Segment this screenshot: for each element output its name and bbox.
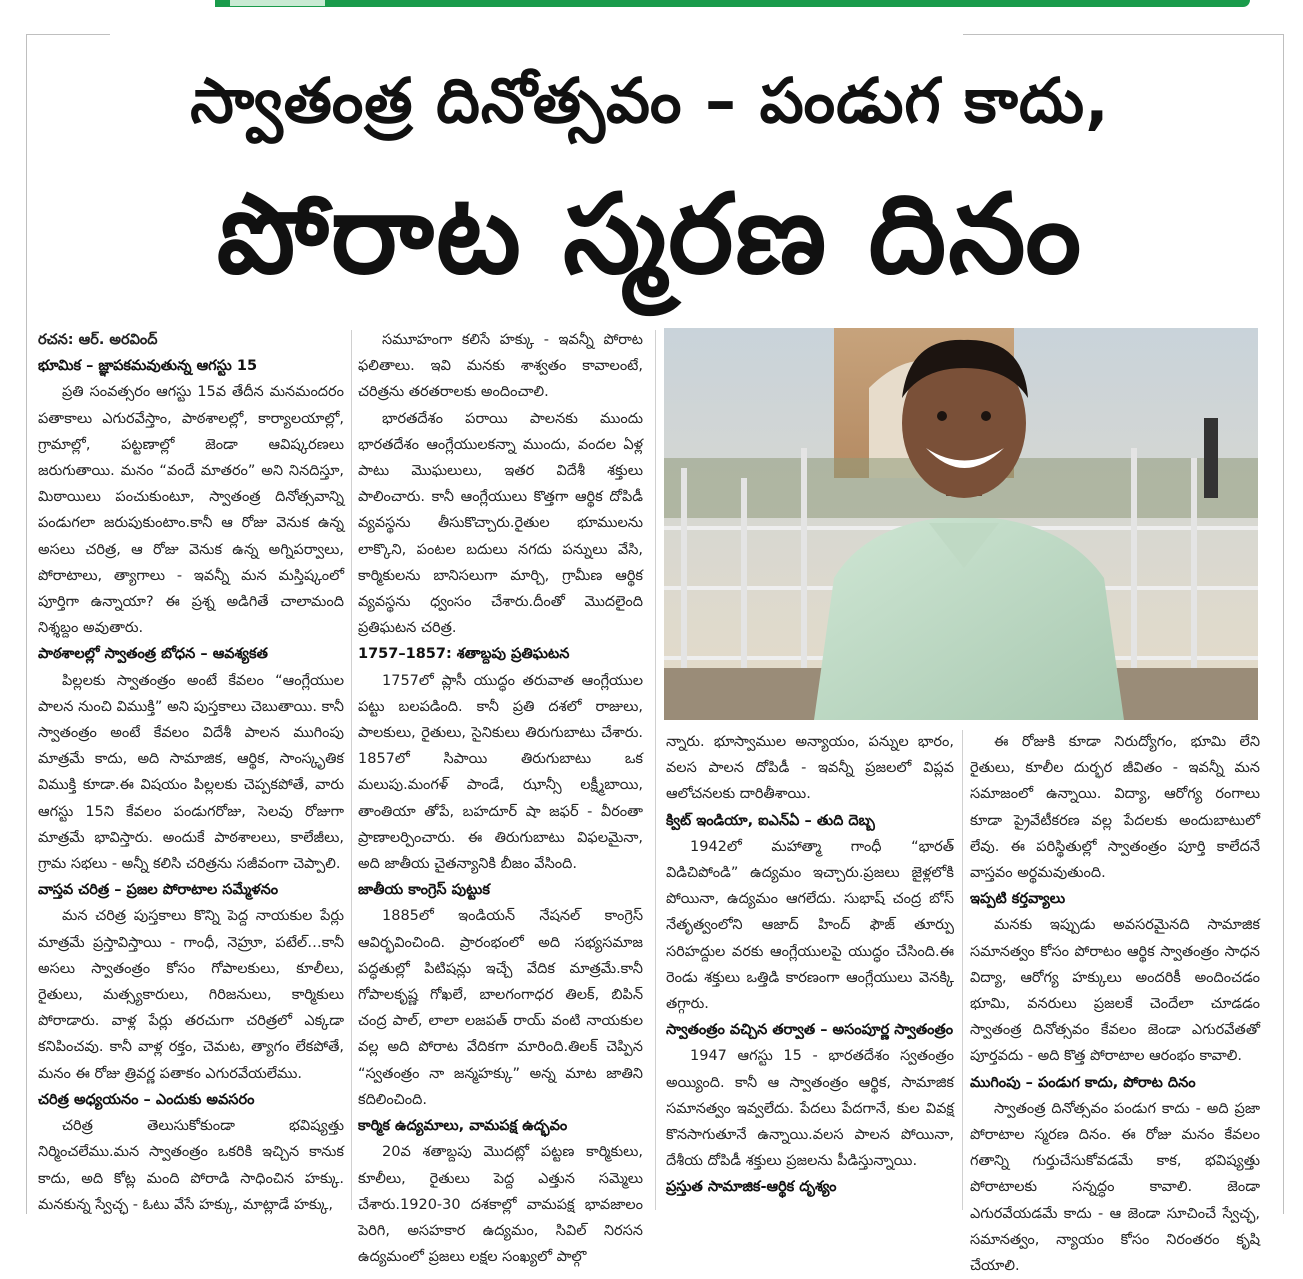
subheading: 1757–1857: శతాబ్దపు ప్రతిఘటన	[358, 646, 570, 663]
paragraph: సమూహంగా కలిసే హక్కు - ఇవన్నీ పోరాట ఫలితాలు. ఇవి మనకు శాశ్వతం కావాలంటే, చరిత్రను తరతరాలకు అందించాలి.	[358, 332, 643, 401]
paragraph: న్నారు. భూస్వాముల అన్యాయం, పన్నుల భారం, వలస పాలన దోపిడీ - ఇవన్నీ ప్రజలలో విప్లవ ఆలోచనలకు దారితీశాయి.	[666, 734, 954, 803]
subheading: కార్మిక ఉద్యమాలు, వామపక్ష ఉద్భవం	[358, 1118, 568, 1135]
frame-right	[1283, 34, 1284, 1214]
subheading: క్విట్ ఇండియా, ఐఎన్‌ఏ – తుది దెబ్బ	[666, 812, 875, 829]
subheading: పాఠశాలల్లో స్వాతంత్ర బోధన – ఆవశ్యకత	[38, 646, 268, 663]
subheading: భూమిక – జ్ఞాపకమవుతున్న ఆగస్టు 15	[38, 358, 258, 375]
subheading: ప్రస్తుత సామాజిక-ఆర్థిక దృశ్యం	[666, 1179, 837, 1196]
column-rule-2	[655, 330, 656, 1210]
paragraph: 1942లో మహాత్మా గాంధీ “భారత్ విడిచిపోండి” ఉద్యమం ఇచ్చారు.ప్రజలు జైళ్లలోకి పోయినా, ఉద్యమం ఆగలేదు. సుభాష్ చంద్ర బోస్ నేతృత్వంలోని ఆజాద్ హింద్ ఫౌజ్ తూర్పు సరిహద్దుల వరకు ఆంగ్లేయులపై యుద్ధం చేసింది.ఈ రెండు శక్తులు ఒత్తిడి కారణంగా ఆంగ్లేయులు వెనక్కి తగ్గారు.	[666, 838, 954, 1013]
subheading: జాతీయ కాంగ్రెస్ పుట్టుక	[358, 882, 490, 899]
paragraph: చరిత్ర తెలుసుకోకుండా భవిష్యత్తు నిర్మించలేము.మన స్వాతంత్రం ఒకరికి ఇచ్చిన కానుక కాదు, అది కోట్ల మంది పోరాడి సాధించిన హక్కు. మనకున్న స్వేచ్ఛ - ఓటు వేసే హక్కు, మాట్లాడే హక్కు,	[38, 1118, 344, 1213]
paragraph: 1757లో ప్లాసీ యుద్ధం తరువాత ఆంగ్లేయుల పట్టు బలపడింది. కానీ ప్రతి దశలో రాజులు, పాలకులు, రైతులు, సైనికులు తిరుగుబాటు చేశారు. 1857లో సిపాయి తిరుగుబాటు ఒక మలుపు.మంగళ్ పాండే, ఝాన్సీ లక్ష్మీబాయి, తాంతియా తోపే, బహదూర్ షా జఫర్ - వీరంతా ప్రాణాలర్పించారు. ఈ తిరుగుబాటు విఫలమైనా, అది జాతీయ చైతన్యానికి బీజం వేసింది.	[358, 672, 643, 873]
headline-line-2: పోరాట స్మరణ దినం	[216, 170, 1084, 298]
paragraph: 1947 ఆగస్టు 15 - భారతదేశం స్వతంత్రం అయ్యింది. కానీ ఆ స్వాతంత్రం ఆర్థిక, సామాజిక సమానత్వం ఇవ్వలేదు. పేదలు పేదగానే, కుల వివక్ష కొనసాగుతూనే ఉన్నాయి.వలస పాలన పోయినా, దేశీయ దోపిడీ శక్తులు ప్రజలను పీడిస్తున్నాయి.	[666, 1048, 954, 1170]
paragraph: మన చరిత్ర పుస్తకాలు కొన్ని పెద్ద నాయకుల పేర్లు మాత్రమే ప్రస్తావిస్తాయి - గాంధీ, నెహ్రూ, పటేల్…కానీ అసలు స్వాతంత్రం కోసం గోపాలకులు, కూలీలు, రైతులు, మత్స్యకారులు, గిరిజనులు, కార్మికులు పోరాడారు. వాళ్ల పేర్లు తరచుగా చరిత్రలో ఎక్కడా కనిపించవు. కానీ వాళ్ల రక్తం, చెమట, త్యాగం లేకపోతే, మనం ఈ రోజు త్రివర్ణ పతాకం ఎగురవేయలేము.	[38, 908, 344, 1082]
top-lightgreen-stripe	[230, 0, 325, 6]
paragraph: భారతదేశం పరాయి పాలనకు ముందు భారతదేశం ఆంగ్లేయులకన్నా ముందు, వందల ఏళ్ల పాటు మొఘలులు, ఇతర విదేశీ శక్తులు పాలించారు. కానీ ఆంగ్లేయులు కొత్తగా ఆర్థిక దోపిడీ వ్యవస్థను తీసుకొచ్చారు.రైతుల భూములను లాక్కొని, పంటల బదులు నగదు పన్నులు వేసి, కార్మికులను బానిసలుగా మార్చి, గ్రామీణ ఆర్థిక వ్యవస్థను ధ్వంసం చేశారు.దీంతో మొదలైంది ప్రతిఘటన చరిత్ర.	[358, 410, 643, 637]
subheading: చరిత్ర అధ్యయనం – ఎందుకు అవసరం	[38, 1091, 255, 1108]
paragraph: మనకు ఇప్పుడు అవసరమైనది సామాజిక సమానత్వం కోసం పోరాటం ఆర్థిక స్వాతంత్రం సాధన విద్యా, ఆరోగ్య హక్కులు అందరికీ అందించడం భూమి, వనరులు ప్రజలకే చెందేలా చూడడం స్వాతంత్ర దినోత్సవం కేవలం జెండా ఎగురవేతతో పూర్తవదు - అది కొత్త పోరాటాల ఆరంభం కావాలి.	[970, 917, 1260, 1065]
paragraph: ఈ రోజుకి కూడా నిరుద్యోగం, భూమి లేని రైతులు, కూలీల దుర్భర జీవితం - ఇవన్నీ మన సమాజంలో ఉన్నాయి. విద్యా, ఆరోగ్య రంగాలు కూడా ప్రైవేటీకరణ వల్ల పేదలకు అందుబాటులో లేవు. ఈ పరిస్థితుల్లో స్వాతంత్రం పూర్తి కాలేదనే వాస్తవం అర్థమవుతుంది.	[970, 734, 1260, 882]
column-rule-1	[351, 330, 352, 1210]
subheading: స్వాతంత్రం వచ్చిన తర్వాత – అసంపూర్ణ స్వాతంత్రం	[666, 1022, 954, 1039]
article-column-4	[970, 729, 1260, 1279]
subheading: వాస్తవ చరిత్ర – ప్రజల పోరాటాల సమ్మేళనం	[38, 882, 279, 899]
paragraph: 20వ శతాబ్దపు మొదట్లో పట్టణ కార్మికులు, కూలీలు, రైతులు పెద్ద ఎత్తున సమ్మెలు చేశారు.1920-30 దశకాల్లో వామపక్ష భావజాలం పెరిగి, అసహకార ఉద్యమం, సివిల్ నిరసన ఉద్యమంలో ప్రజలు లక్షల సంఖ్యలో పాల్గొ	[358, 1144, 643, 1266]
frame-top-left	[26, 34, 110, 35]
author-photo-icon	[664, 328, 1258, 720]
paragraph: స్వాతంత్ర దినోత్సవం పండుగ కాదు - అది ప్రజా పోరాటాల స్మరణ దినం. ఈ రోజు మనం కేవలం గతాన్ని గుర్తుచేసుకోవడమే కాక, భవిష్యత్తు పోరాటాలకు సన్నద్ధం కావాలి. జెండా ఎగురవేయడమే కాదు - ఆ జెండా సూచించే స్వేచ్ఛ, సమానత్వం, న్యాయం కోసం నిరంతరం కృషి చేయాలి.	[970, 1100, 1260, 1275]
frame-left	[26, 34, 27, 1214]
top-accent-bar	[0, 0, 1303, 8]
paragraph: పిల్లలకు స్వాతంత్రం అంటే కేవలం “ఆంగ్లేయుల పాలన నుంచి విముక్తి” అని పుస్తకాలు చెబుతాయి. కానీ స్వాతంత్రం అంటే కేవలం విదేశీ పాలన ముగింపు మాత్రమే కాదు, అది సామాజిక, ఆర్థిక, సాంస్కృతిక విముక్తి కూడా.ఈ విషయం పిల్లలకు చెప్పకపోతే, వారు ఆగస్టు 15ని కేవలం పండుగరోజు, సెలవు రోజుగా మాత్రమే భావిస్తారు. అందుకే పాఠశాలలు, కాలేజీలు, గ్రామ సభలు - అన్నీ కలిసి చరిత్రను సజీవంగా చెప్పాలి.	[38, 672, 344, 873]
subheading: ముగింపు – పండుగ కాదు, పోరాట దినం	[970, 1074, 1196, 1091]
subheading: ఇప్పటి కర్తవ్యాలు	[970, 891, 1066, 908]
headline-line-1: స్వాతంత్ర దినోత్సవం – పండుగ కాదు,	[190, 64, 1110, 137]
top-green-stripe	[215, 0, 1250, 7]
column-rule-3	[962, 730, 963, 1210]
paragraph: 1885లో ఇండియన్ నేషనల్ కాంగ్రెస్ ఆవిర్భవించింది. ప్రారంభంలో అది సభ్యసమాజ పద్ధతుల్లో పిటిషన్లు ఇచ్చే వేదిక మాత్రమే.కానీ గోపాలకృష్ణ గోఖలే, బాలగంగాధర తిలక్, బిపిన్ చంద్ర పాల్, లాలా లజపత్ రాయ్ వంటి నాయకుల వల్ల అది పోరాట వేదికగా మారింది.తిలక్ చెప్పిన “స్వతంత్రం నా జన్మహక్కు” అన్న మాట జాతిని కదిలించింది.	[358, 908, 643, 1108]
frame-top-right	[963, 34, 1283, 35]
article-column-2	[358, 327, 643, 1270]
author-photo	[664, 328, 1258, 720]
article-column-1	[38, 327, 344, 1218]
article-column-3	[666, 729, 954, 1201]
paragraph: ప్రతి సంవత్సరం ఆగస్టు 15వ తేదీన మనమందరం పతాకాలు ఎగురవేస్తాం, పాఠశాలల్లో, కార్యాలయాల్లో, గ్రామాల్లో, పట్టణాల్లో జెండా ఆవిష్కరణలు జరుగుతాయి. మనం “వందే మాతరం” అని నినదిస్తూ, మిఠాయిలు పంచుకుంటూ, స్వాతంత్ర దినోత్సవాన్ని పండుగలా జరుపుకుంటాం.కానీ ఆ రోజు వెనుక ఉన్న అసలు చరిత్ర, ఆ రోజు వెనుక ఉన్న అగ్నిపర్వాలు, పోరాటాలు, త్యాగాలు - ఇవన్నీ మన మస్తిష్కంలో పూర్తిగా ఉన్నాయా? ఈ ప్రశ్న అడిగితే చాలామంది నిశ్శబ్దం అవుతారు.	[38, 384, 344, 637]
byline: రచన: ఆర్. అరవింద్	[38, 332, 158, 348]
